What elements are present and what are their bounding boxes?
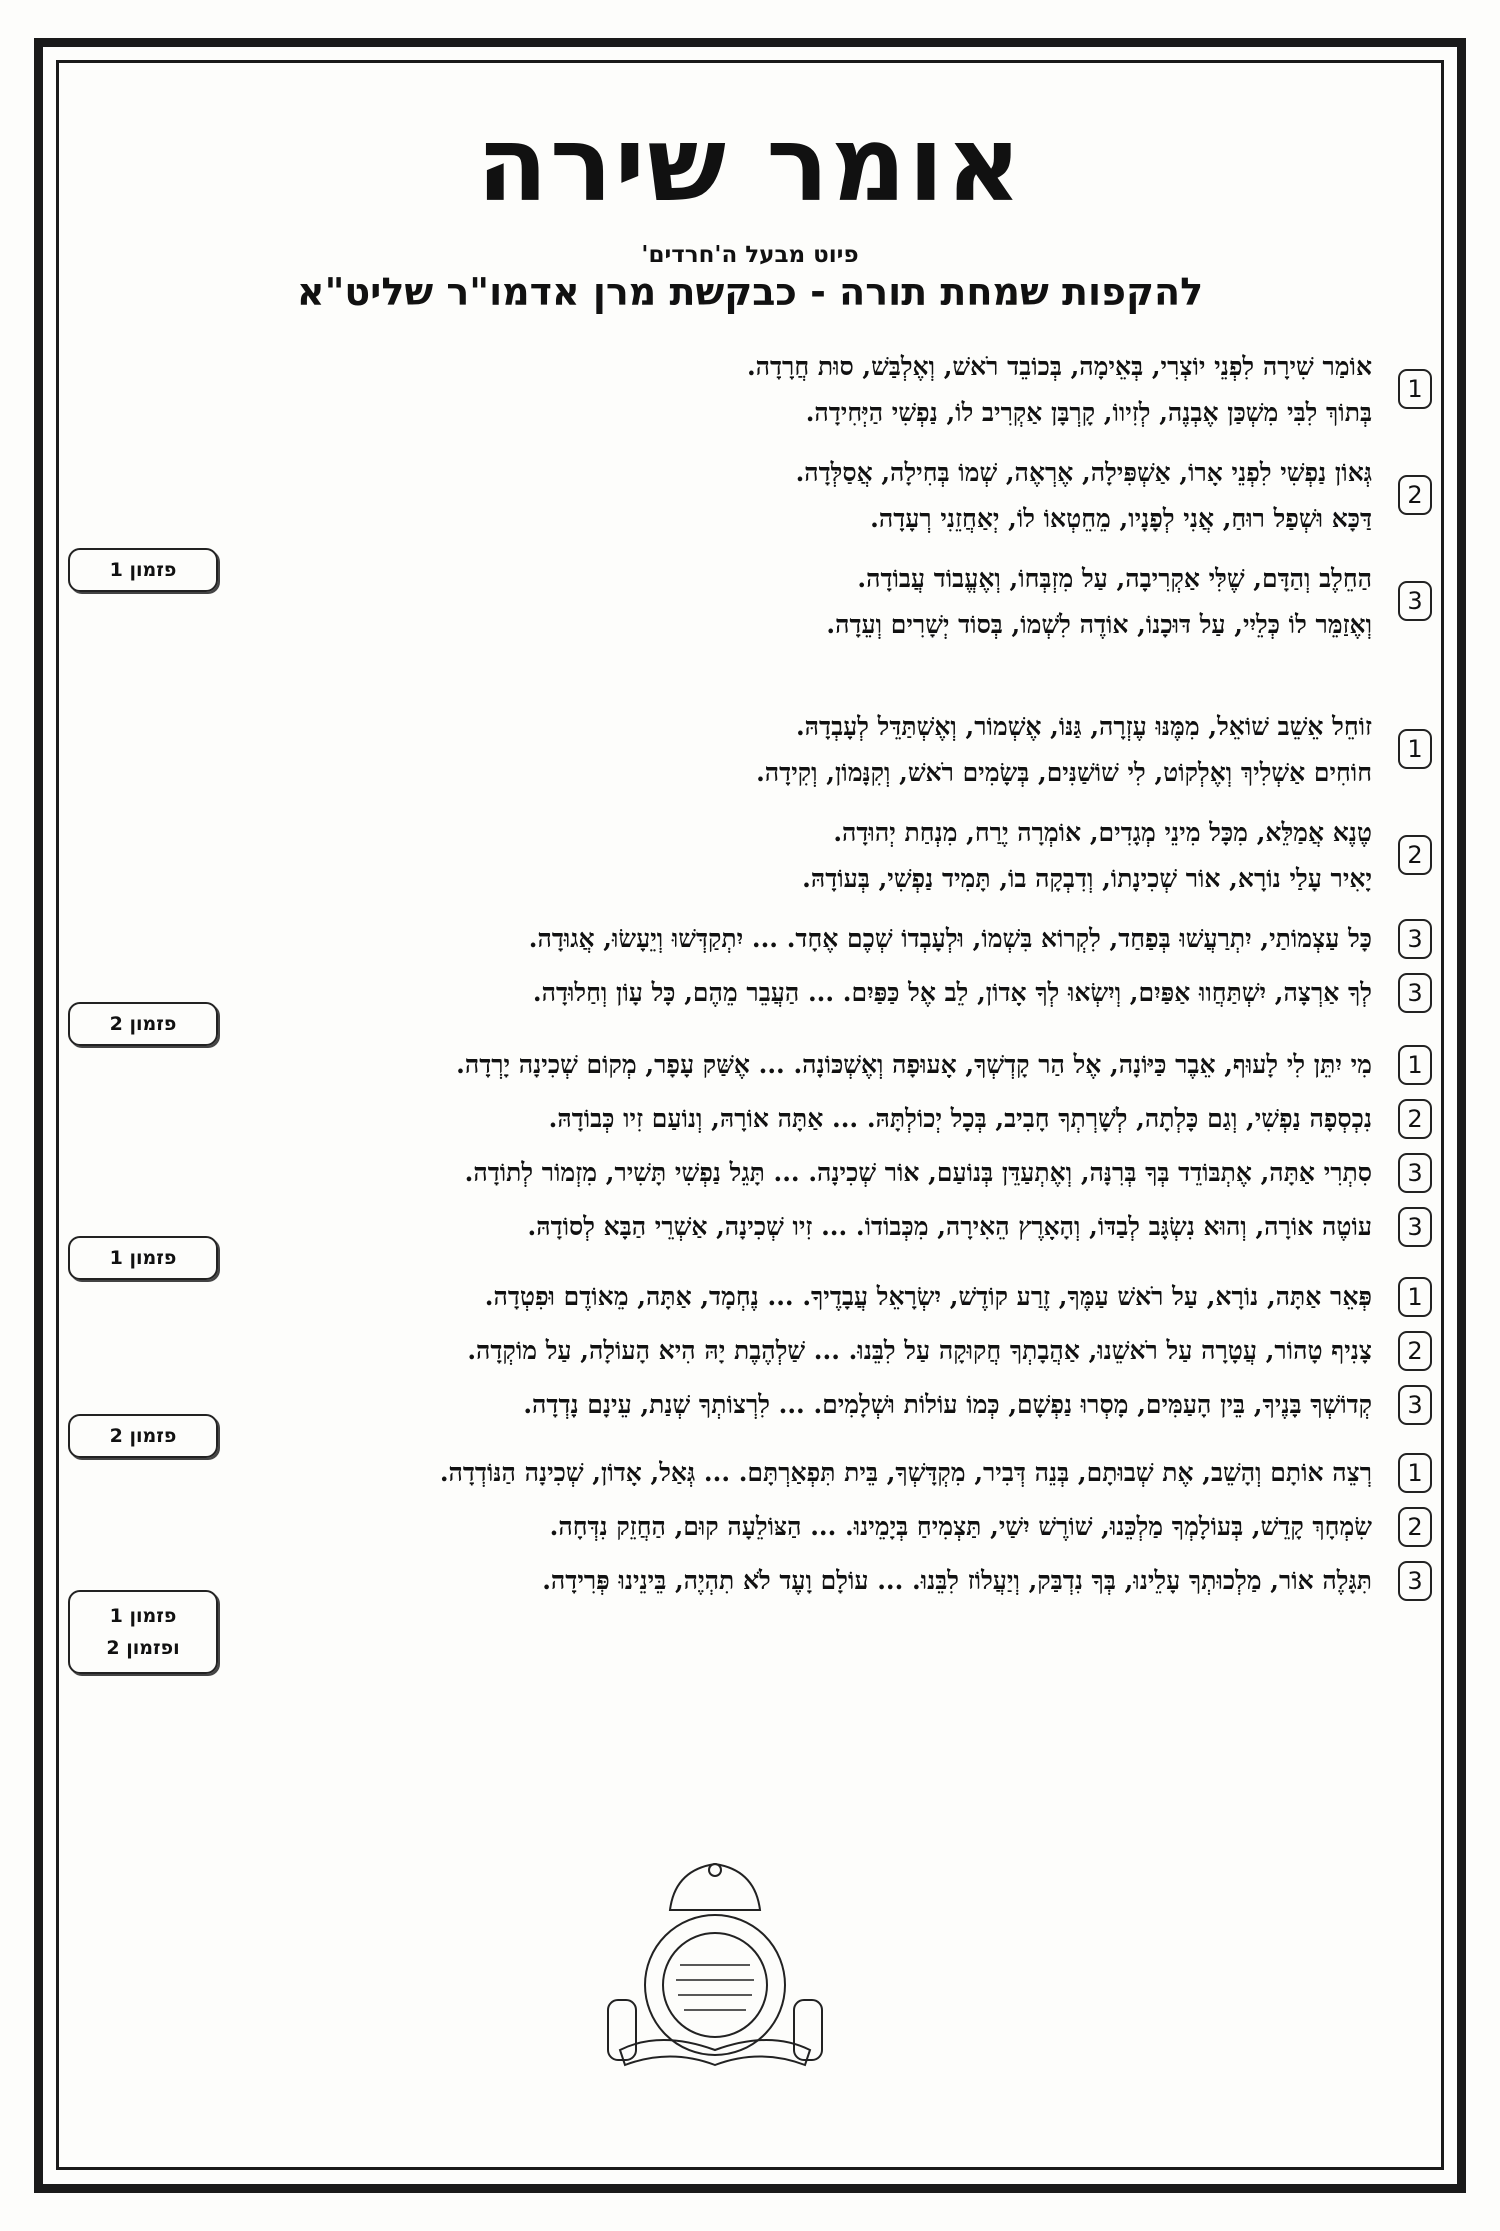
page-title: אומר שירה (476, 103, 1024, 225)
stanza-number-box: 2 (1398, 1507, 1432, 1547)
verse-line: יָאִיר עָלַי נוֹרָא, אוֹר שְׁכִינָתוֹ, וְדִבְקָה בוֹ, תָּמִיד נַפְשִׁי, בְּעוֹדָהּ. (802, 864, 1372, 893)
verse-line: הַחֵלֶב וְהַדָּם, שֶׁלִּי אַקְרִיבָה, עַל מִזְבְּחוֹ, וְאֶעֱבוֹד עֲבוֹדָה. (857, 564, 1372, 593)
stanza-number-box: 2 (1398, 1099, 1432, 1139)
page-heading: להקפות שמחת תורה - כבקשת מרן אדמו"ר שליט"א (296, 270, 1204, 314)
stanza-number-box: 3 (1398, 1385, 1432, 1425)
stanza-number-box: 2 (1398, 835, 1432, 875)
stanza-number-box: 3 (1398, 919, 1432, 959)
stanza-number-box: 1 (1398, 1453, 1432, 1493)
page-subtitle: פיוט מבעל ה'חרדים' (641, 242, 859, 268)
verse-line: קְדוֹשְׁךָ בָּנֶיךָ, בֵּין הָעַמִּים, מָסְרוּ נַפְשָׁם, כְּמוֹ עוֹלוֹת וּשְׁלָמִים. ... לִרְצוֹתְךָ שְׁנַת, עֵינָם נָדְדָה. (523, 1390, 1372, 1419)
stanza (68, 970, 1432, 1016)
verse-line: תִּגָּלֶה אוֹר, מַלְכוּתְךָ עָלֵינוּ, בְּךָ נִדְבַּק, וְיַעֲלוֹז לִבֵּנוּ. ... עוֹלָם וָעֶד לֹא תִהְיֶה, בֵּינֵינוּ פְּרִידָה. (542, 1566, 1372, 1595)
stanza (68, 344, 1432, 436)
stanza (68, 1204, 1432, 1250)
stanza (68, 1150, 1432, 1196)
verse-line: סִתְרִי אַתָּה, אֶתְבּוֹדֵד בְּךָ בְּרִנָּה, וְאֶתְעַדֵּן בְּנוֹעַם, אוֹר שְׁכִינָה. ... תָּגֵל נַפְשִׁי תָּשִׁיר, מִזְמוֹר לְתוֹדָה. (464, 1158, 1372, 1187)
stanza-number-box: 2 (1398, 1331, 1432, 1371)
refrain-label (68, 1002, 218, 1046)
stanza-section (68, 1274, 1432, 1447)
stanza-section (68, 1450, 1432, 1659)
stanza (68, 1274, 1432, 1320)
stanza-number-box: 1 (1398, 729, 1432, 769)
stanza-number-box: 3 (1398, 581, 1432, 621)
verse-line: אוֹמַר שִׁירָה לִפְנֵי יוֹצְרִי, בְּאֵימָה, בְּכוֹבֵד רֹאשׁ, וְאֶלְבַּשׁ, סוּת חֲרָדָה. (746, 352, 1372, 381)
verse-line: וְאֶזַמֵּר לוֹ כְּלֵיִי, עַל דּוּכָנוֹ, אוֹדֶה לִשְׁמוֹ, בְּסוֹד יְשָׁרִים וְעֵדָה. (826, 610, 1372, 639)
verse-line: צָנִיף טָהוֹר, עֲטָרָה עַל רֹאשֵׁנוּ, אַהֲבָתְךָ חֲקוּקָה עַל לִבֵּנוּ. ... שַׁלְהֶבֶת יָהּ הִיא הָעוֹלָה, עַל מוֹקְדָה. (467, 1336, 1372, 1365)
stanza-number-box: 3 (1398, 973, 1432, 1013)
refrain-text: פזמון 1 (109, 1247, 177, 1269)
verse-line: חוֹחִים אַשְׁלִיךְ וְאֶלְקוֹט, לִי שׁוֹשַׁנִּים, בְּשָׂמִים רֹאשׁ, וְקִנָּמוֹן, וְקִידָה. (756, 758, 1372, 787)
stanza-number-box: 1 (1398, 369, 1432, 409)
refrain-text: פזמון 1 (109, 559, 177, 581)
stanza (68, 556, 1432, 648)
verse-line: מִי יִתֵּן לִי לָעוּף, אֵבֶר כַּיּוֹנָה, אֶל הַר קָדְשְׁךָ, אָעוּפָה וְאֶשְׁכּוֹנָה. ... אֶשַּׁק עָפָר, מְקוֹם שְׁכִינָה יָרְדָה. (456, 1050, 1372, 1079)
stanza-number-box: 1 (1398, 1045, 1432, 1085)
verse-line: גְּאוֹן נַפְשִׁי לִפְנֵי אָרוֹ, אַשְׁפִּילָה, אֶרְאֶה, שְׁמוֹ בְּחִילָה, אֲסַלְּדָה. (795, 458, 1372, 487)
stanza (68, 916, 1432, 962)
stanza-number-box: 3 (1398, 1207, 1432, 1247)
verse-line: פְּאֵר אַתָּה, נוֹרָא, עַל רֹאשׁ עַמֶּךָ, זֶרַע קוֹדֶשׁ, יִשְׂרָאֵל עֲבָדֶיךָ. ... נֶחְמָד, אַתָּה, מֵאוֹדֶם וּפִטְדָה. (484, 1282, 1372, 1311)
stanza (68, 450, 1432, 542)
refrain-label (68, 548, 218, 592)
stanza-number-box: 1 (1398, 1277, 1432, 1317)
stanza-section (68, 344, 1432, 648)
refrain-label (68, 1590, 218, 1674)
seal-emblem (600, 1850, 830, 2080)
stanza-section (68, 704, 1432, 1035)
stanza (68, 704, 1432, 796)
verse-line: בְּתוֹךְ לִבִּי מִשְׁכַּן אֶבְנֶה, לְזִיווֹ, קָרְבָּן אַקְרִיב לוֹ, נַפְשִׁי הַיְּחִידָה. (805, 398, 1372, 427)
stanza-section (68, 1042, 1432, 1269)
stanza (68, 1328, 1432, 1374)
refrain-text: ופזמון 2 (106, 1637, 180, 1659)
stanza (68, 1096, 1432, 1142)
stanza (68, 1042, 1432, 1088)
stanza-number-box: 3 (1398, 1561, 1432, 1601)
verse-line: עוֹטֶה אוֹרָה, וְהוּא נִשְׂגָּב לְבַדּוֹ, וְהָאָרֶץ הֵאִירָה, מִכְּבוֹדוֹ. ... זִיו שְׁכִינָה, אַשְׁרֵי הַבָּא לְסוֹדָהּ. (527, 1212, 1372, 1241)
refrain-text: פזמון 1 (109, 1605, 177, 1627)
stanza (68, 1558, 1432, 1604)
verse-line: דַּכָּא וּשְׁפַל רוּחַ, אֲנִי לְפָנָיו, מֵחֵטְאוֹ לוֹ, יְאַחֲזֵנִי רְעָדָה. (870, 504, 1372, 533)
stanza-number-box: 3 (1398, 1153, 1432, 1193)
verse-line: כָּל עַצְמוֹתַי, יִתְרַעֲשׁוּ בְּפַחַד, לִקְרוֹא בִּשְׁמוֹ, וּלְעָבְדוֹ שְׁכֶם אֶחָד. ... יִתְקַדְּשׁוּ וְיֵעָשׂוּ, אֲגוּדָה. (528, 924, 1372, 953)
stanza (68, 1382, 1432, 1428)
verse-line: נִכְסְפָה נַפְשִׁי, וְגַם כָּלְתָה, לְשָׁרְתְךָ חָבִיב, בְּכָל יְכוֹלְתָּהּ. ... אַתָּה אוֹרָהּ, וְנוֹעַם זִיו כְּבוֹדָהּ. (548, 1104, 1372, 1133)
stanza (68, 1504, 1432, 1550)
poem-body (68, 344, 1432, 1659)
refrain-text: פזמון 2 (109, 1425, 177, 1447)
verse-line: טֶנֶא אֲמַלֵּא, מִכָּל מִינֵי מְגָדִים, אוֹמְרָה יֶרַח, מִנְחַת יְהוּדָה. (833, 818, 1372, 847)
stanza-number-box: 2 (1398, 475, 1432, 515)
stanza (68, 810, 1432, 902)
verse-line: רְצֵה אוֹתָם וְהָשֵׁב, אֶת שְׁבוּתָם, בְּנֵה דְּבִיר, מִקְדָּשְׁךָ, בֵּית תִּפְאַרְתָּם. ... גְּאַל, אָדוֹן, שְׁכִינָה הַנּוֹדְדָה. (439, 1458, 1372, 1487)
verse-line: לְךָ אַרְצָה, יִשְׁתַּחֲווּ אַפַּיִם, וְיִשְׂאוּ לְךָ אָדוֹן, לֵב אֶל כַּפַּיִם. ... הַעֲבֵר מֵהֶם, כָּל עָוֹן וְחַלוּדָה. (532, 978, 1372, 1007)
verse-line: זוֹחֵל אֵשֵׁב שׁוֹאֵל, מִמֶּנּוּ עֶזְרָה, גַּנּוֹ, אֶשְׁמוֹר, וְאֶשְׁתַּדֵּל לְעָבְדָהּ. (795, 712, 1372, 741)
verse-line: שִׂמְחָךְ קָדֵשׁ, בְּעוֹלָמְךָ מַלְכֵּנוּ, שׁוֹרֶשׁ יִשַׁי, תַּצְמִיחַ בְּיָמֵינוּ. ... הַצּוֹלֵעָה קוּם, הַחֲזֵק נִדְּחָה. (549, 1512, 1372, 1541)
stanza (68, 1450, 1432, 1496)
refrain-text: פזמון 2 (109, 1013, 177, 1035)
document-page (68, 72, 1432, 2162)
